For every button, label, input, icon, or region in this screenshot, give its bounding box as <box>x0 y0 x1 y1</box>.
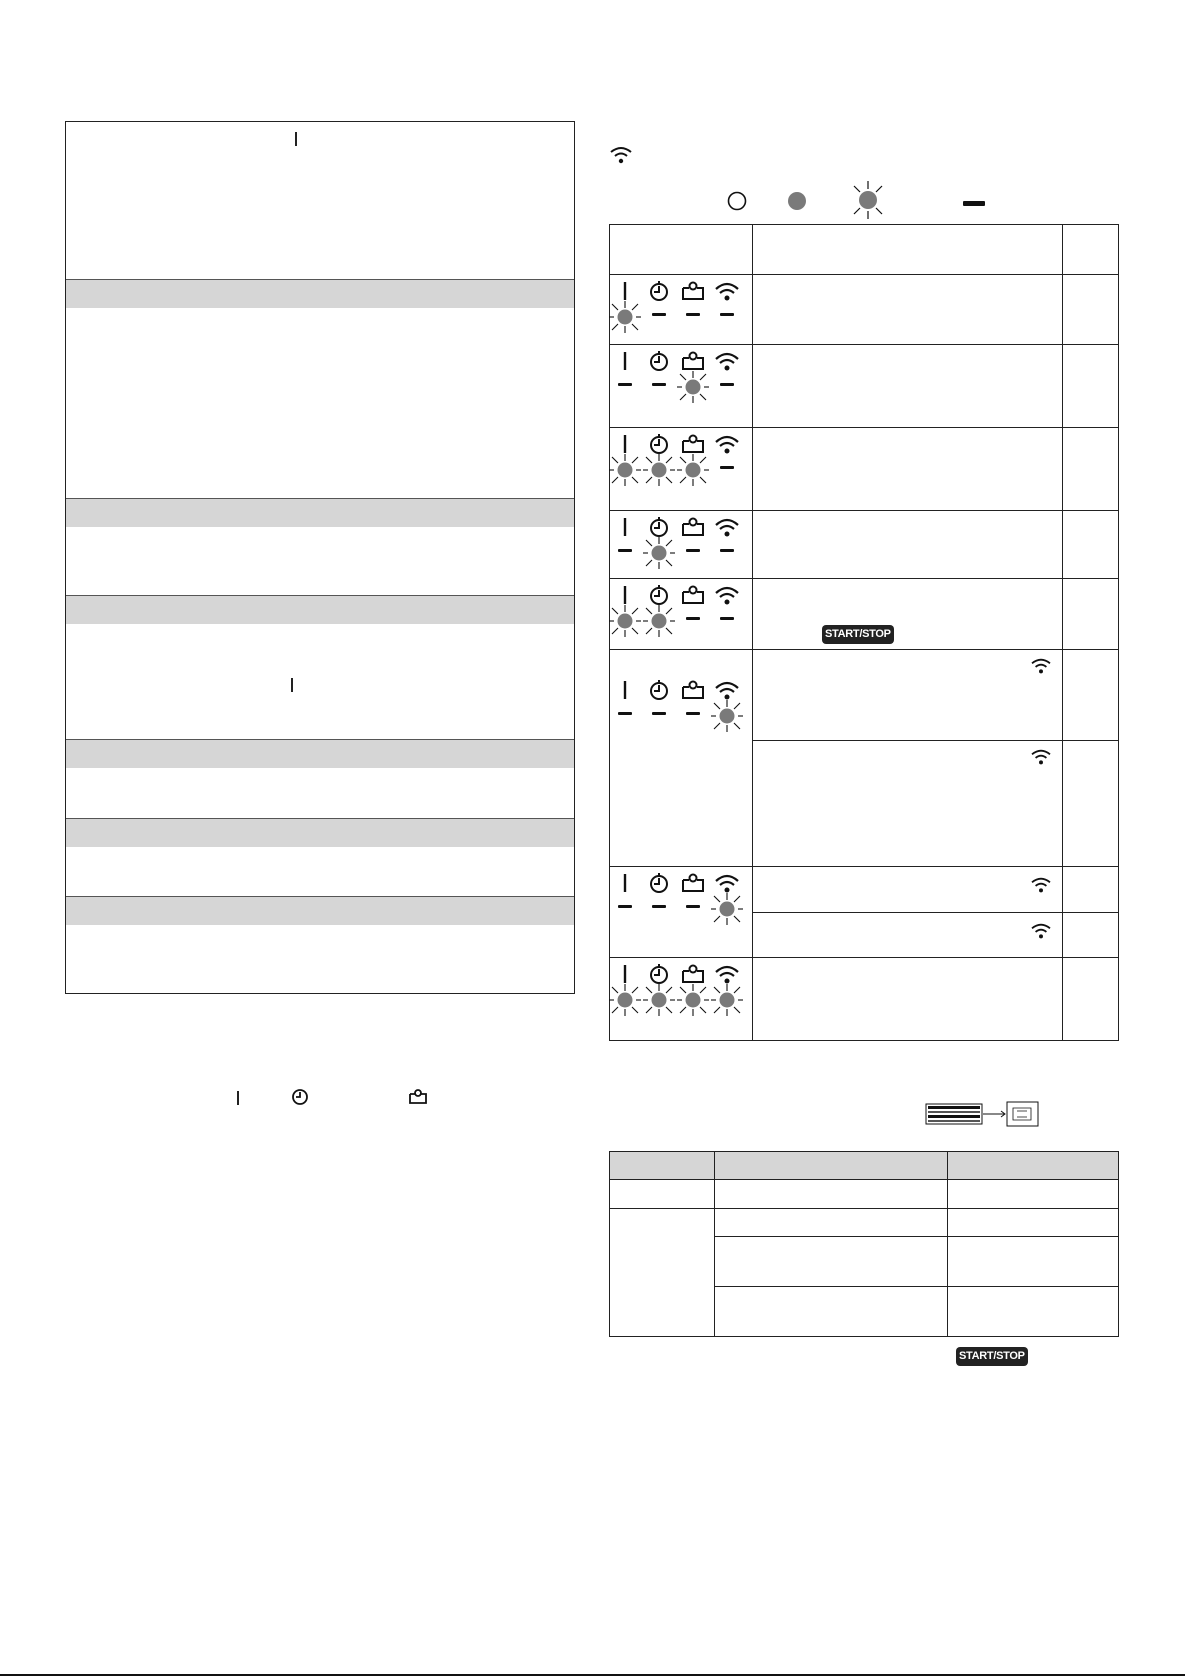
clock-icon <box>646 280 672 302</box>
page-bottom-rule <box>0 1674 1185 1676</box>
water-tank-icon <box>680 516 706 538</box>
wifi-icon <box>1030 922 1052 940</box>
wifi-icon <box>1030 876 1052 894</box>
led-flashing-icon <box>710 892 744 926</box>
power-symbol <box>295 132 297 146</box>
led-flashing-icon <box>642 536 676 570</box>
led-dash-icon <box>720 313 734 316</box>
led-dash-icon <box>686 712 700 715</box>
wifi-icon <box>609 145 633 165</box>
led-dash-icon <box>652 383 666 386</box>
led-flashing-icon <box>676 370 710 404</box>
led-dash-icon <box>720 383 734 386</box>
left-info-box <box>65 121 575 994</box>
led-dash-icon <box>686 313 700 316</box>
led-dash-icon <box>720 617 734 620</box>
led-dash-icon <box>652 712 666 715</box>
led-dash-icon <box>618 383 632 386</box>
clock-icon <box>646 516 672 538</box>
clock-icon <box>646 350 672 372</box>
wifi-icon <box>714 280 740 302</box>
section-band-4 <box>66 739 574 768</box>
clock-icon <box>291 1088 309 1106</box>
clock-icon <box>646 679 672 701</box>
power-icon <box>612 963 638 985</box>
led-dash-icon <box>652 905 666 908</box>
led-off-circle-icon <box>726 190 748 212</box>
water-tank-icon <box>680 584 706 606</box>
power-icon <box>612 584 638 606</box>
clock-icon <box>646 963 672 985</box>
water-tank-icon <box>680 679 706 701</box>
section-band-1 <box>66 279 574 308</box>
led-flashing-icon <box>676 983 710 1017</box>
wifi-icon <box>1030 748 1052 766</box>
status-table <box>609 224 1119 1041</box>
label-sticker-icon <box>925 1100 1040 1128</box>
led-dash-icon <box>618 712 632 715</box>
led-flashing-icon <box>608 983 642 1017</box>
led-dash-icon <box>720 549 734 552</box>
wifi-icon <box>714 350 740 372</box>
start-stop-badge: START/STOP <box>822 625 894 644</box>
led-flashing-icon <box>642 453 676 487</box>
water-tank-icon <box>408 1088 428 1106</box>
wifi-icon <box>714 872 740 894</box>
small-table-header <box>609 1151 1119 1180</box>
power-icon <box>237 1091 239 1105</box>
led-flashing-icon <box>710 983 744 1017</box>
led-flashing-icon <box>642 983 676 1017</box>
led-dash-icon <box>618 905 632 908</box>
water-tank-icon <box>680 963 706 985</box>
water-tank-icon <box>680 350 706 372</box>
power-icon <box>612 280 638 302</box>
wifi-icon <box>1030 657 1052 675</box>
small-table <box>609 1151 1119 1337</box>
led-flashing-icon <box>642 604 676 638</box>
led-dash-icon <box>686 617 700 620</box>
section-band-5 <box>66 818 574 847</box>
led-flashing-icon <box>608 300 642 334</box>
power-symbol <box>291 678 293 692</box>
wifi-icon <box>714 679 740 701</box>
led-flashing-icon <box>710 699 744 733</box>
clock-icon <box>646 433 672 455</box>
led-flashing-icon <box>676 453 710 487</box>
led-on-circle-icon <box>786 190 808 212</box>
led-dash-icon <box>686 549 700 552</box>
wifi-icon <box>714 963 740 985</box>
power-icon <box>612 679 638 701</box>
led-dash-icon <box>963 201 985 206</box>
water-tank-icon <box>680 280 706 302</box>
clock-icon <box>646 872 672 894</box>
wifi-icon <box>714 516 740 538</box>
led-flashing-icon <box>848 180 888 220</box>
led-dash-icon <box>618 549 632 552</box>
power-icon <box>612 433 638 455</box>
power-icon <box>612 516 638 538</box>
wifi-icon <box>714 433 740 455</box>
led-dash-icon <box>686 905 700 908</box>
power-icon <box>612 350 638 372</box>
water-tank-icon <box>680 433 706 455</box>
power-icon <box>612 872 638 894</box>
start-stop-badge: START/STOP <box>956 1347 1028 1366</box>
water-tank-icon <box>680 872 706 894</box>
led-flashing-icon <box>608 604 642 638</box>
led-dash-icon <box>652 313 666 316</box>
section-band-2 <box>66 498 574 527</box>
led-dash-icon <box>720 466 734 469</box>
led-flashing-icon <box>608 453 642 487</box>
section-band-3 <box>66 595 574 624</box>
clock-icon <box>646 584 672 606</box>
wifi-icon <box>714 584 740 606</box>
section-band-6 <box>66 896 574 925</box>
